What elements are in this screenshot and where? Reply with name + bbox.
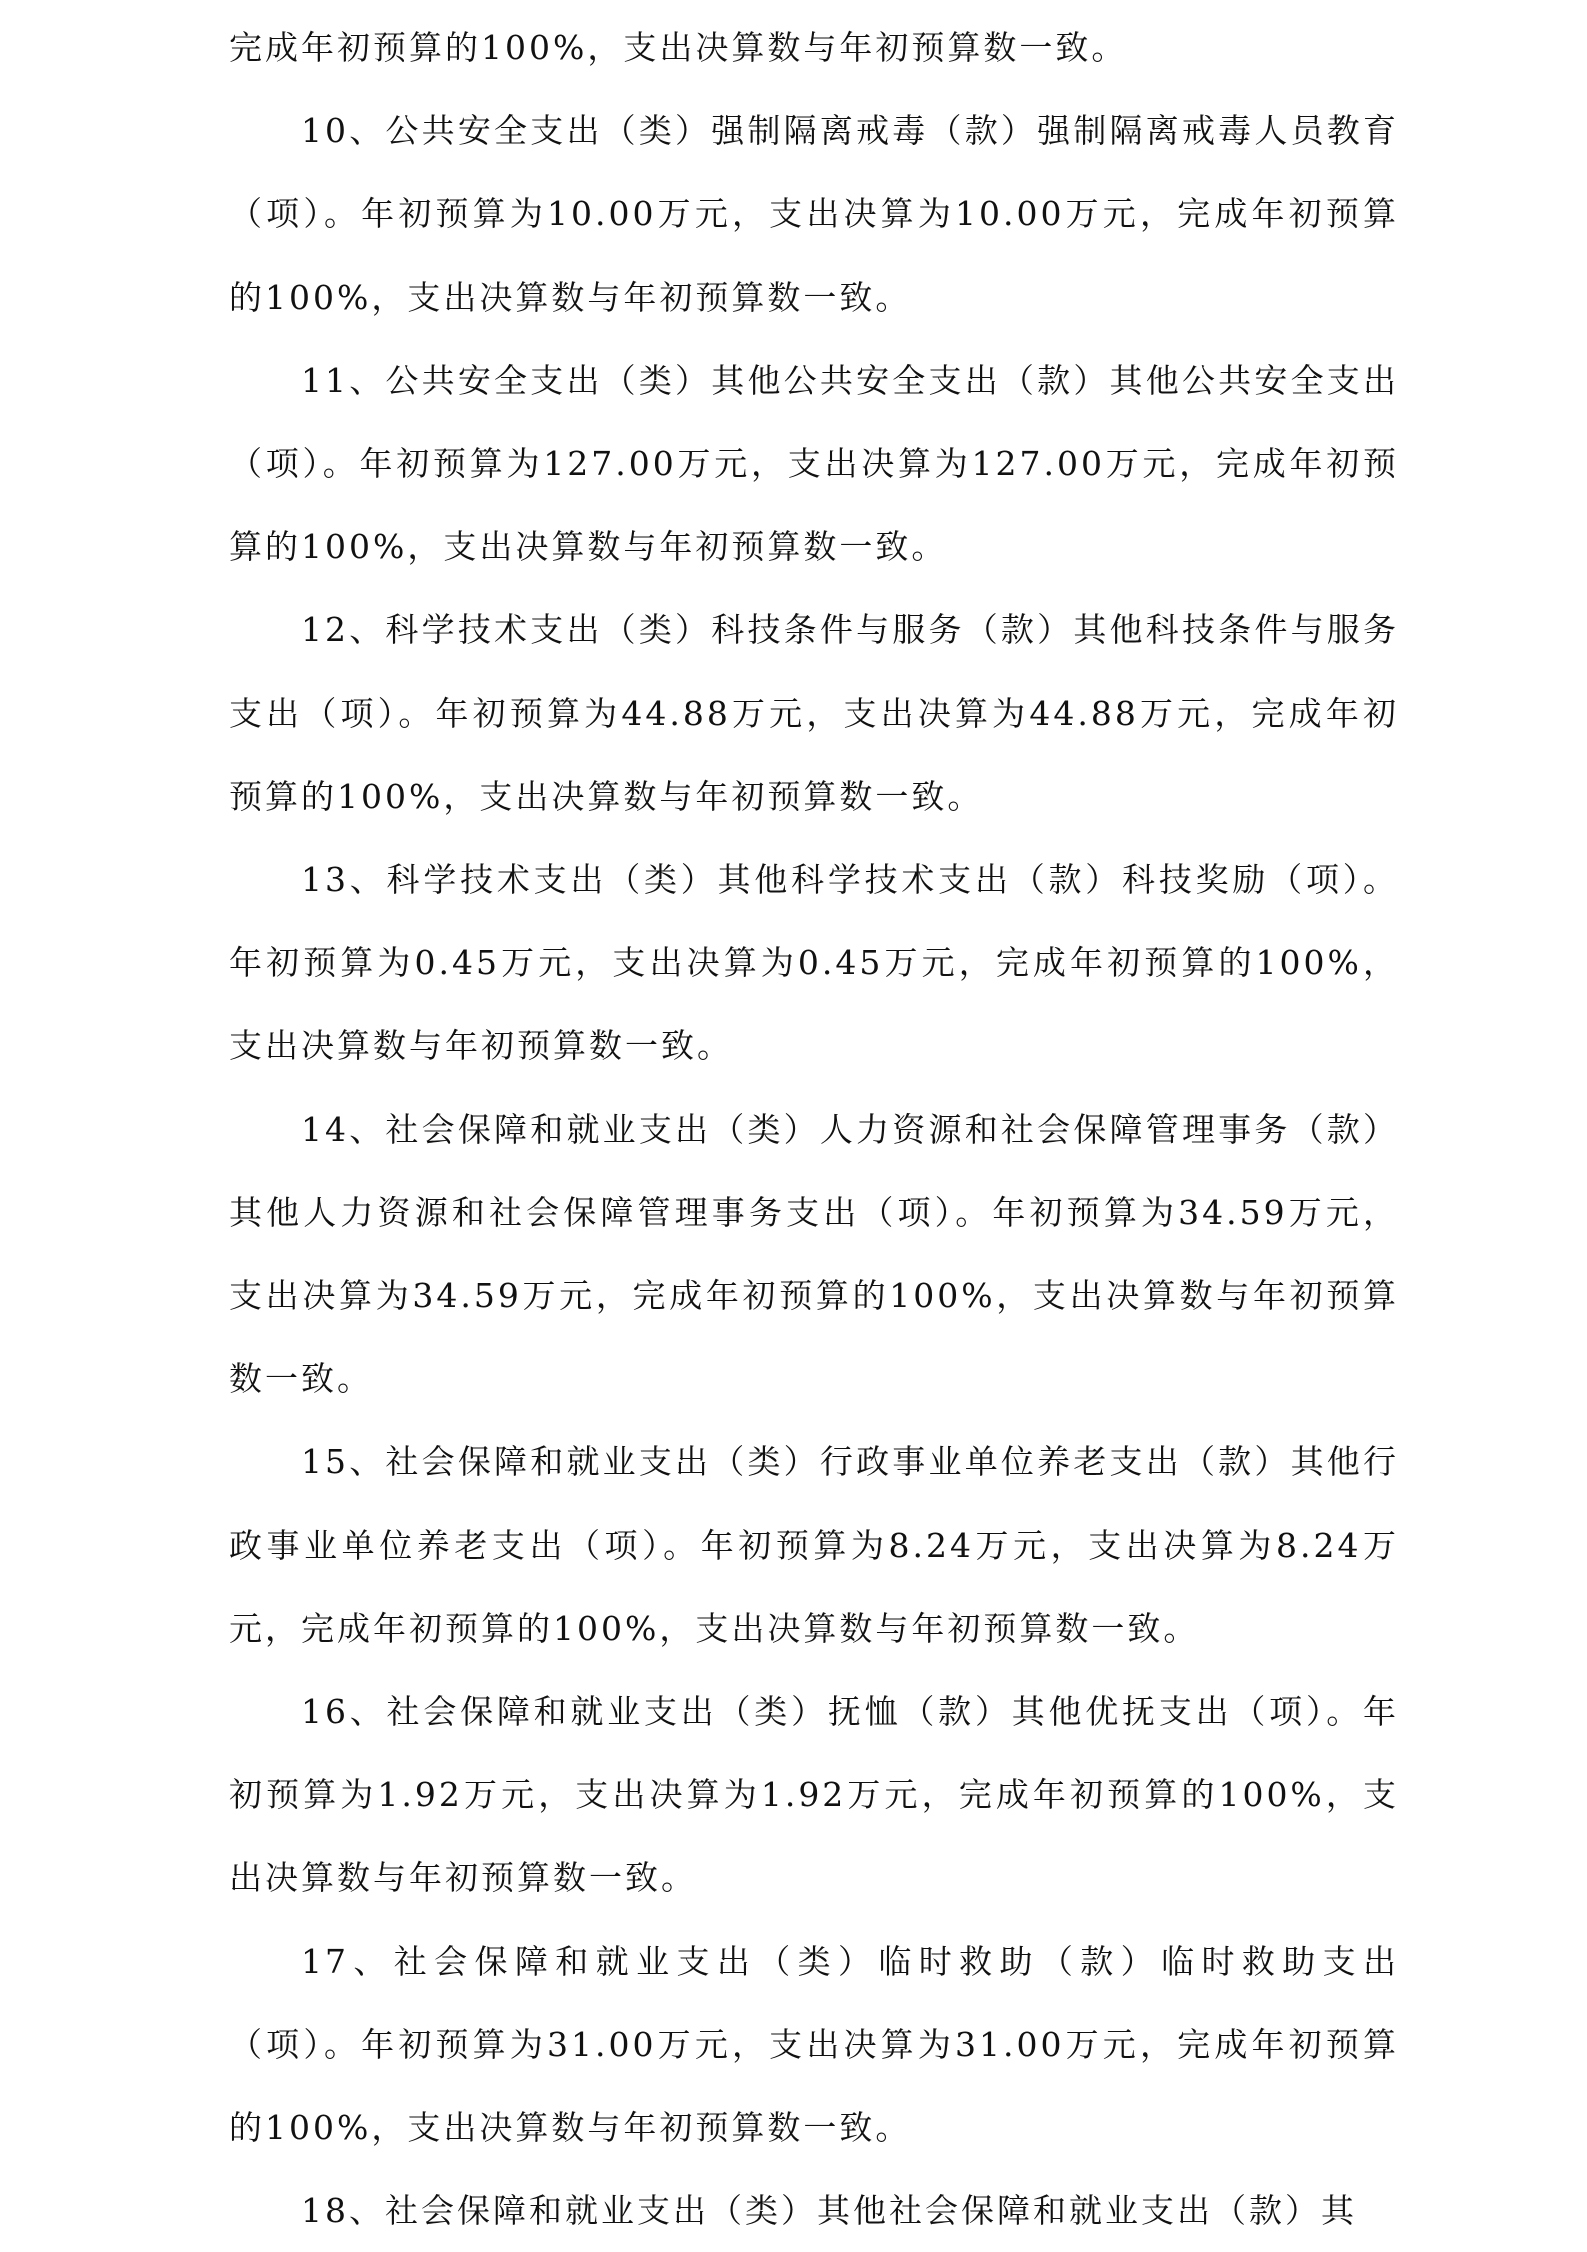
paragraph-item-14: 14、社会保障和就业支出（类）人力资源和社会保障管理事务（款）其他人力资源和社会保障管理事务支出（项）。年初预算为34.59万元，支出决算为34.59万元，完成年初预算的100%，支出决算数与年初预算数一致。 (229, 1109, 1399, 1399)
paragraph-item-11: 11、公共安全支出（类）其他公共安全支出（款）其他公共安全支出（项）。年初预算为127.00万元，支出决算为127.00万元，完成年初预算的100%，支出决算数与年初预算数一致。 (229, 360, 1399, 567)
paragraph-item-17: 17、社会保障和就业支出（类）临时救助（款）临时救助支出（项）。年初预算为31.00万元，支出决算为31.00万元，完成年初预算的100%，支出决算数与年初预算数一致。 (229, 1941, 1399, 2148)
paragraph-item-10: 10、公共安全支出（类）强制隔离戒毒（款）强制隔离戒毒人员教育（项）。年初预算为10.00万元，支出决算为10.00万元，完成年初预算的100%，支出决算数与年初预算数一致。 (229, 111, 1399, 317)
paragraph-item-15: 15、社会保障和就业支出（类）行政事业单位养老支出（款）其他行政事业单位养老支出（项）。年初预算为8.24万元，支出决算为8.24万元，完成年初预算的100%，支出决算数与年初预算数一致。 (229, 1442, 1399, 1648)
paragraph-item-13: 13、科学技术支出（类）其他科学技术支出（款）科技奖励（项）。年初预算为0.45万元，支出决算为0.45万元，完成年初预算的100%，支出决算数与年初预算数一致。 (229, 860, 1399, 1066)
paragraph-item-12: 12、科学技术支出（类）科技条件与服务（款）其他科技条件与服务支出（项）。年初预算为44.88万元，支出决算为44.88万元，完成年初预算的100%，支出决算数与年初预算数一致。 (229, 610, 1399, 816)
document-body (229, 6, 1399, 2252)
paragraph-continuation: 完成年初预算的100%，支出决算数与年初预算数一致。 (229, 28, 1128, 67)
paragraph-item-18: 18、社会保障和就业支出（类）其他社会保障和就业支出（款）其 (301, 2191, 1357, 2231)
paragraph-item-16: 16、社会保障和就业支出（类）抚恤（款）其他优抚支出（项）。年初预算为1.92万元，支出决算为1.92万元，完成年初预算的100%，支出决算数与年初预算数一致。 (229, 1692, 1399, 1898)
